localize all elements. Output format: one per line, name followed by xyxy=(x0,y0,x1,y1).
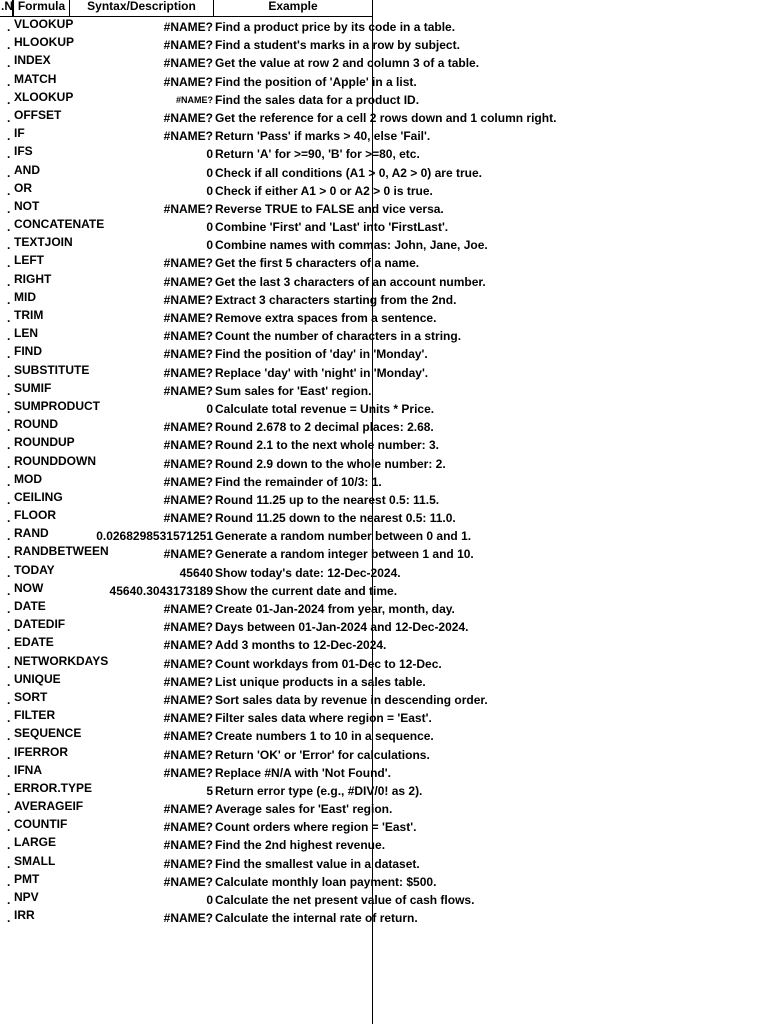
table-row xyxy=(0,891,768,909)
cell-example[interactable]: Sum sales for 'East' region. xyxy=(215,383,372,398)
cell-formula[interactable]: RIGHT xyxy=(14,271,52,286)
cell-syntax[interactable]: 45640.3043173189 xyxy=(109,583,213,598)
cell-sno[interactable]: . xyxy=(7,783,11,798)
table-row xyxy=(0,455,768,473)
table-row xyxy=(0,764,768,782)
table-row xyxy=(0,473,768,491)
cell-example[interactable]: Calculate total revenue = Units * Price. xyxy=(215,401,435,416)
table-row xyxy=(0,636,768,654)
cell-example[interactable]: Check if either A1 > 0 or A2 > 0 is true. xyxy=(215,183,433,198)
cell-syntax[interactable]: #NAME? xyxy=(163,492,213,507)
header-sno[interactable]: .N xyxy=(0,0,13,17)
cell-example[interactable]: Show the current date and time. xyxy=(215,583,398,598)
cell-syntax[interactable]: 0.0268298531571251 xyxy=(96,529,213,544)
cell-syntax[interactable]: #NAME? xyxy=(163,511,213,526)
cell-example[interactable]: Count the number of characters in a string. xyxy=(215,329,462,344)
cell-example[interactable]: Round 2.678 to 2 decimal places: 2.68. xyxy=(215,420,434,435)
cell-syntax[interactable]: #NAME? xyxy=(163,420,213,435)
table-row xyxy=(0,800,768,818)
cell-sno[interactable]: . xyxy=(7,329,11,344)
cell-example[interactable]: Round 2.1 to the next whole number: 3. xyxy=(215,438,440,453)
cell-syntax[interactable]: #NAME? xyxy=(163,129,213,144)
cell-formula[interactable]: DATEDIF xyxy=(14,617,66,632)
cell-example[interactable]: Get the reference for a cell 2 rows down and 1 column right. xyxy=(215,110,557,125)
table-row xyxy=(0,545,768,563)
cell-sno[interactable]: . xyxy=(7,347,11,362)
cell-sno[interactable]: . xyxy=(7,747,11,762)
table-row xyxy=(0,746,768,764)
cell-example[interactable]: Count workdays from 01-Dec to 12-Dec. xyxy=(215,656,442,671)
cell-formula[interactable]: SMALL xyxy=(14,853,56,868)
cell-sno[interactable]: . xyxy=(7,711,11,726)
cell-example[interactable]: Round 11.25 up to the nearest 0.5: 11.5. xyxy=(215,492,440,507)
cell-formula[interactable]: SUBSTITUTE xyxy=(14,362,90,377)
cell-sno[interactable]: . xyxy=(7,274,11,289)
table-body xyxy=(0,18,768,927)
cell-sno[interactable]: . xyxy=(7,638,11,653)
cell-example[interactable]: Round 2.9 down to the whole number: 2. xyxy=(215,456,446,471)
cell-example[interactable]: Combine 'First' and 'Last' into 'FirstLast'. xyxy=(215,220,449,235)
cell-sno[interactable]: . xyxy=(7,856,11,871)
cell-sno[interactable]: . xyxy=(7,56,11,71)
cell-formula[interactable]: TEXTJOIN xyxy=(14,235,73,250)
table-row xyxy=(0,909,768,927)
cell-syntax[interactable]: #NAME? xyxy=(163,201,213,216)
table-row xyxy=(0,836,768,854)
cell-example[interactable]: Reverse TRUE to FALSE and vice versa. xyxy=(215,201,444,216)
table-row xyxy=(0,673,768,691)
cell-sno[interactable]: . xyxy=(7,802,11,817)
cell-example[interactable]: Calculate the internal rate of return. xyxy=(215,911,418,926)
table-row xyxy=(0,164,768,182)
cell-formula[interactable]: ROUNDUP xyxy=(14,435,75,450)
table-row xyxy=(0,400,768,418)
cell-syntax[interactable]: #NAME? xyxy=(163,638,213,653)
cell-syntax[interactable]: 0 xyxy=(206,220,213,235)
cell-formula[interactable]: LARGE xyxy=(14,835,56,850)
cell-formula[interactable]: HLOOKUP xyxy=(14,35,74,50)
table-row xyxy=(0,600,768,618)
table-row xyxy=(0,236,768,254)
cell-syntax[interactable]: 0 xyxy=(206,183,213,198)
cell-syntax[interactable]: #NAME? xyxy=(163,365,213,380)
cell-example[interactable]: Days between 01-Jan-2024 and 12-Dec-2024. xyxy=(215,620,469,635)
cell-sno[interactable]: . xyxy=(7,838,11,853)
cell-syntax[interactable]: 0 xyxy=(206,401,213,416)
cell-sno[interactable]: . xyxy=(7,201,11,216)
cell-formula[interactable]: FIND xyxy=(14,344,42,359)
cell-sno[interactable]: . xyxy=(7,365,11,380)
table-row xyxy=(0,327,768,345)
cell-sno[interactable]: . xyxy=(7,565,11,580)
cell-formula[interactable]: NETWORKDAYS xyxy=(14,653,109,668)
cell-syntax[interactable]: #NAME? xyxy=(163,56,213,71)
cell-formula[interactable]: IFERROR xyxy=(14,744,68,759)
table-row xyxy=(0,182,768,200)
cell-sno[interactable]: . xyxy=(7,492,11,507)
cell-example[interactable]: Generate a random integer between 1 and 10. xyxy=(215,547,474,562)
cell-sno[interactable]: . xyxy=(7,620,11,635)
cell-example[interactable]: Filter sales data where region = 'East'. xyxy=(215,711,432,726)
cell-example[interactable]: Find the sales data for a product ID. xyxy=(215,92,420,107)
cell-example[interactable]: Remove extra spaces from a sentence. xyxy=(215,311,437,325)
table-row xyxy=(0,618,768,636)
table-row xyxy=(0,273,768,291)
cell-syntax[interactable]: #NAME? xyxy=(163,110,213,125)
cell-example[interactable]: Check if all conditions (A1 > 0, A2 > 0) are true. xyxy=(215,165,482,180)
header-formula[interactable]: Formula xyxy=(13,0,70,17)
cell-formula[interactable]: SUMPRODUCT xyxy=(14,398,100,413)
cell-syntax[interactable]: #NAME? xyxy=(163,456,213,471)
table-row xyxy=(0,582,768,600)
table-row xyxy=(0,364,768,382)
table-row xyxy=(0,782,768,800)
table-row xyxy=(0,18,768,36)
cell-formula[interactable]: UNIQUE xyxy=(14,671,61,686)
cell-formula[interactable]: NPV xyxy=(14,890,39,904)
cell-formula[interactable]: IRR xyxy=(14,908,35,923)
cell-formula[interactable]: XLOOKUP xyxy=(14,89,74,104)
cell-syntax[interactable]: #NAME? xyxy=(163,747,213,762)
cell-example[interactable]: Find the position of 'Apple' in a list. xyxy=(215,74,417,89)
cell-syntax[interactable]: #NAME? xyxy=(163,856,213,871)
cell-sno[interactable]: . xyxy=(7,292,11,307)
header-example[interactable]: Example xyxy=(214,0,373,17)
table-row xyxy=(0,727,768,745)
cell-syntax[interactable]: #NAME? xyxy=(163,674,213,689)
cell-sno[interactable]: . xyxy=(7,820,11,835)
cell-formula[interactable]: AND xyxy=(14,162,40,177)
cell-syntax[interactable]: #NAME? xyxy=(163,620,213,635)
cell-sno[interactable]: . xyxy=(7,147,11,162)
cell-example[interactable]: List unique products in a sales table. xyxy=(215,674,426,689)
cell-example[interactable]: Combine names with commas: John, Jane, Joe. xyxy=(215,238,488,253)
cell-sno[interactable]: . xyxy=(7,383,11,398)
cell-example[interactable]: Find the remainder of 10/3: 1. xyxy=(215,474,382,489)
cell-example[interactable]: Find the position of 'day' in 'Monday'. xyxy=(215,347,428,362)
cell-sno[interactable]: . xyxy=(7,38,11,53)
cell-formula[interactable]: ROUND xyxy=(14,417,58,432)
cell-formula[interactable]: IFNA xyxy=(14,762,42,777)
table-row xyxy=(0,200,768,218)
table-row xyxy=(0,564,768,582)
cell-syntax[interactable]: #NAME? xyxy=(163,474,213,489)
cell-syntax[interactable]: #NAME? xyxy=(163,311,213,325)
cell-sno[interactable]: . xyxy=(7,420,11,435)
cell-syntax[interactable]: #NAME? xyxy=(163,329,213,344)
cell-syntax[interactable]: #NAME? xyxy=(163,256,213,271)
cell-formula[interactable]: ROUNDDOWN xyxy=(14,453,96,468)
cell-syntax[interactable]: #NAME? xyxy=(163,692,213,707)
cell-formula[interactable]: TRIM xyxy=(14,308,44,322)
cell-sno[interactable]: . xyxy=(7,765,11,780)
cell-example[interactable]: Return error type (e.g., #DIV/0! as 2). xyxy=(215,783,423,798)
cell-formula[interactable]: NOT xyxy=(14,198,40,213)
cell-syntax[interactable]: #NAME? xyxy=(163,711,213,726)
cell-sno[interactable]: . xyxy=(7,529,11,544)
cell-formula[interactable]: MATCH xyxy=(14,71,57,86)
cell-syntax[interactable]: 0 xyxy=(206,893,213,907)
table-row xyxy=(0,873,768,891)
table-row xyxy=(0,127,768,145)
cell-example[interactable]: Return 'A' for >=90, 'B' for >=80, etc. xyxy=(215,147,420,162)
cell-example[interactable]: Find the smallest value in a dataset. xyxy=(215,856,420,871)
cell-sno[interactable]: . xyxy=(7,729,11,744)
cell-formula[interactable]: COUNTIF xyxy=(14,817,68,832)
cell-formula[interactable]: OR xyxy=(14,180,32,195)
cell-sno[interactable]: . xyxy=(7,674,11,689)
cell-example[interactable]: Create numbers 1 to 10 in a sequence. xyxy=(215,729,434,744)
cell-example[interactable]: Get the value at row 2 and column 3 of a table. xyxy=(215,56,480,71)
cell-formula[interactable]: RAND xyxy=(14,526,49,541)
cell-formula[interactable]: EDATE xyxy=(14,635,54,650)
cell-sno[interactable]: . xyxy=(7,256,11,271)
cell-syntax[interactable]: 5 xyxy=(206,783,213,798)
cell-formula[interactable]: PMT xyxy=(14,871,40,886)
cell-sno[interactable]: . xyxy=(7,692,11,707)
table-row xyxy=(0,509,768,527)
cell-sno[interactable]: . xyxy=(7,165,11,180)
cell-formula[interactable]: LEN xyxy=(14,326,38,341)
cell-formula[interactable]: IFS xyxy=(14,144,33,159)
cell-syntax[interactable]: #NAME? xyxy=(163,765,213,780)
cell-syntax[interactable]: #NAME? xyxy=(163,20,213,34)
cell-syntax[interactable]: 0 xyxy=(206,147,213,162)
cell-formula[interactable]: NOW xyxy=(14,580,44,595)
header-syntax[interactable]: Syntax/Description xyxy=(70,0,214,17)
table-row xyxy=(0,145,768,163)
cell-example[interactable]: Create 01-Jan-2024 from year, month, day. xyxy=(215,602,455,616)
cell-formula[interactable]: RANDBETWEEN xyxy=(14,544,109,559)
cell-example[interactable]: Find the 2nd highest revenue. xyxy=(215,838,386,853)
cell-sno[interactable]: . xyxy=(7,874,11,889)
cell-example[interactable]: Extract 3 characters starting from the 2nd. xyxy=(215,292,457,307)
cell-formula[interactable]: ERROR.TYPE xyxy=(14,780,93,795)
table-row xyxy=(0,36,768,54)
cell-formula[interactable]: CEILING xyxy=(14,489,63,504)
cell-formula[interactable]: LEFT xyxy=(14,253,44,268)
cell-syntax[interactable]: #NAME? xyxy=(163,74,213,89)
table-row xyxy=(0,254,768,272)
table-row xyxy=(0,655,768,673)
cell-example[interactable]: Add 3 months to 12-Dec-2024. xyxy=(215,638,387,653)
cell-example[interactable]: Count orders where region = 'East'. xyxy=(215,820,417,835)
cell-syntax[interactable]: #NAME? xyxy=(163,820,213,835)
cell-sno[interactable]: . xyxy=(7,474,11,489)
table-row xyxy=(0,218,768,236)
cell-sno[interactable]: . xyxy=(7,656,11,671)
cell-example[interactable]: Calculate monthly loan payment: $500. xyxy=(215,874,437,889)
cell-formula[interactable]: MID xyxy=(14,289,36,304)
cell-sno[interactable]: . xyxy=(7,438,11,453)
cell-syntax[interactable]: #NAME? xyxy=(163,292,213,307)
cell-formula[interactable]: SORT xyxy=(14,689,48,704)
cell-syntax[interactable]: 0 xyxy=(206,238,213,253)
cell-sno[interactable]: . xyxy=(7,602,11,616)
cell-example[interactable]: Generate a random number between 0 and 1. xyxy=(215,529,472,544)
cell-formula[interactable]: DATE xyxy=(14,599,46,613)
table-row xyxy=(0,291,768,309)
cell-syntax[interactable]: #NAME? xyxy=(163,602,213,616)
cell-sno[interactable]: . xyxy=(7,511,11,526)
cell-sno[interactable]: . xyxy=(7,583,11,598)
cell-syntax[interactable]: #NAME? xyxy=(163,38,213,53)
cell-example[interactable]: Get the last 3 characters of an account number. xyxy=(215,274,486,289)
cell-sno[interactable]: . xyxy=(7,893,11,907)
cell-example[interactable]: Average sales for 'East' region. xyxy=(215,802,393,817)
cell-example[interactable]: Replace 'day' with 'night' in 'Monday'. xyxy=(215,365,429,380)
table-row xyxy=(0,309,768,327)
cell-syntax[interactable]: #NAME? xyxy=(175,94,213,105)
cell-example[interactable]: Sort sales data by revenue in descending order. xyxy=(215,692,488,707)
cell-syntax[interactable]: #NAME? xyxy=(163,438,213,453)
cell-example[interactable]: Return 'OK' or 'Error' for calculations. xyxy=(215,747,430,762)
cell-syntax[interactable]: #NAME? xyxy=(163,547,213,562)
cell-sno[interactable]: . xyxy=(7,74,11,89)
cell-example[interactable]: Return 'Pass' if marks > 40, else 'Fail'. xyxy=(215,129,431,144)
cell-sno[interactable]: . xyxy=(7,401,11,416)
cell-sno[interactable]: . xyxy=(7,110,11,125)
table-row xyxy=(0,73,768,91)
table-row xyxy=(0,818,768,836)
cell-example[interactable]: Replace #N/A with 'Not Found'. xyxy=(215,765,391,780)
table-row xyxy=(0,54,768,72)
cell-sno[interactable]: . xyxy=(7,238,11,253)
cell-formula[interactable]: AVERAGEIF xyxy=(14,799,84,814)
cell-formula[interactable]: MOD xyxy=(14,471,42,486)
cell-syntax[interactable]: 0 xyxy=(206,165,213,180)
cell-sno[interactable]: . xyxy=(7,456,11,471)
cell-example[interactable]: Get the first 5 characters of a name. xyxy=(215,256,420,271)
cell-sno[interactable]: . xyxy=(7,129,11,144)
cell-syntax[interactable]: #NAME? xyxy=(163,802,213,817)
cell-syntax[interactable]: #NAME? xyxy=(163,911,213,926)
table-row xyxy=(0,855,768,873)
cell-syntax[interactable]: #NAME? xyxy=(163,347,213,362)
cell-formula[interactable]: IF xyxy=(14,126,25,141)
cell-example[interactable]: Calculate the net present value of cash flows. xyxy=(215,893,475,907)
table-row xyxy=(0,491,768,509)
cell-formula[interactable]: TODAY xyxy=(14,562,55,577)
table-row xyxy=(0,418,768,436)
cell-syntax[interactable]: #NAME? xyxy=(163,729,213,744)
cell-formula[interactable]: SUMIF xyxy=(14,380,52,395)
cell-formula[interactable]: INDEX xyxy=(14,53,51,68)
cell-sno[interactable]: . xyxy=(7,311,11,325)
cell-formula[interactable]: OFFSET xyxy=(14,107,62,122)
table-row xyxy=(0,709,768,727)
cell-sno[interactable]: . xyxy=(7,911,11,926)
table-row xyxy=(0,382,768,400)
cell-syntax[interactable]: #NAME? xyxy=(163,874,213,889)
table-row xyxy=(0,91,768,109)
cell-formula[interactable]: VLOOKUP xyxy=(14,17,74,31)
cell-sno[interactable]: . xyxy=(7,20,11,34)
table-row xyxy=(0,436,768,454)
cell-example[interactable]: Show today's date: 12-Dec-2024. xyxy=(215,565,401,580)
cell-formula[interactable]: FILTER xyxy=(14,708,56,723)
cell-example[interactable]: Round 11.25 down to the nearest 0.5: 11.0. xyxy=(215,511,456,526)
cell-formula[interactable]: FLOOR xyxy=(14,508,56,523)
cell-syntax[interactable]: #NAME? xyxy=(163,274,213,289)
cell-sno[interactable]: . xyxy=(7,183,11,198)
cell-syntax[interactable]: 45640 xyxy=(179,565,213,580)
table-row xyxy=(0,109,768,127)
cell-syntax[interactable]: #NAME? xyxy=(163,838,213,853)
cell-syntax[interactable]: #NAME? xyxy=(163,383,213,398)
table-row xyxy=(0,527,768,545)
table-row xyxy=(0,345,768,363)
cell-formula[interactable]: SEQUENCE xyxy=(14,726,82,741)
cell-example[interactable]: Find a product price by its code in a table. xyxy=(215,20,456,34)
table-row xyxy=(0,691,768,709)
cell-example[interactable]: Find a student's marks in a row by subject. xyxy=(215,38,460,53)
cell-sno[interactable]: . xyxy=(7,547,11,562)
cell-formula[interactable]: CONCATENATE xyxy=(14,217,105,232)
cell-sno[interactable]: . xyxy=(7,92,11,107)
cell-sno[interactable]: . xyxy=(7,220,11,235)
cell-syntax[interactable]: #NAME? xyxy=(163,656,213,671)
